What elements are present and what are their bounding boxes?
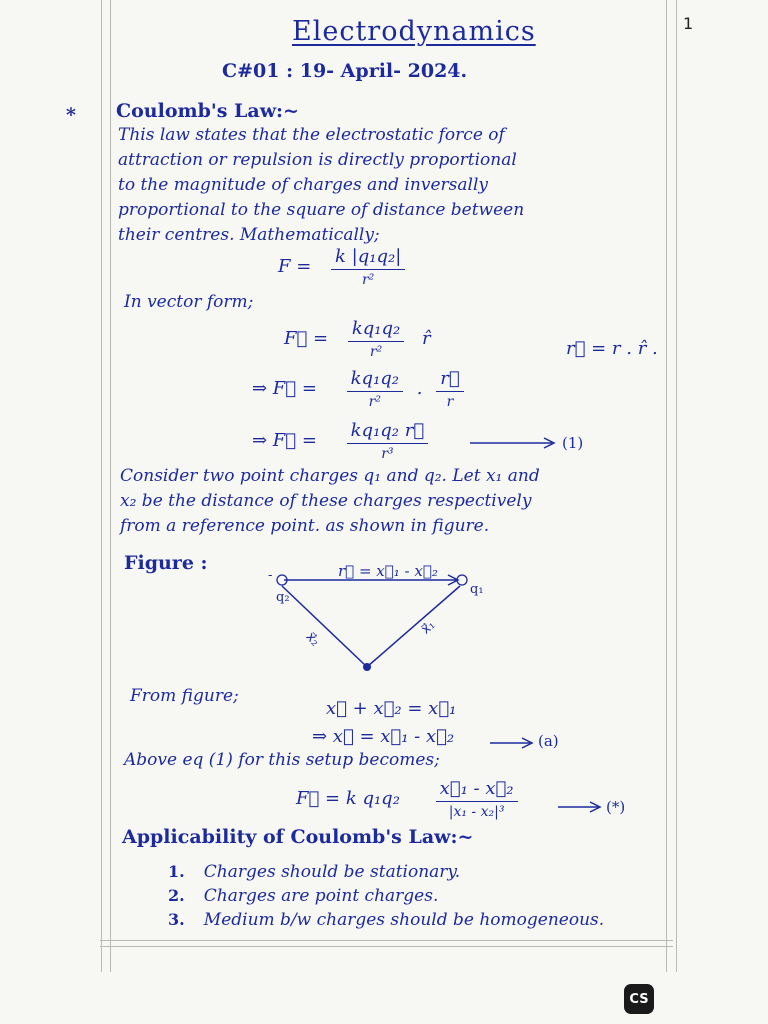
equation-fraction (347, 368, 403, 410)
two-charges-paragraph (120, 464, 540, 539)
paragraph-line: x₂ be the distance of these charges respectively (120, 491, 532, 511)
equation-lhs: F⃗ = (284, 328, 329, 349)
equation-tag-a: (a) (538, 732, 559, 750)
list-item-number: 3. (168, 910, 185, 929)
arrow-icon (556, 800, 604, 814)
figure-r-label: r⃗ = x⃗₁ - x⃗₂ (338, 562, 438, 580)
equation-lhs: ⇒ F⃗ = (252, 430, 317, 451)
margin-line-right (666, 0, 667, 972)
fraction-denominator: r² (361, 272, 375, 288)
equation-fraction (348, 318, 404, 360)
arrow-icon (488, 736, 536, 750)
bottom-rule (100, 940, 673, 941)
applicability-list (168, 860, 604, 932)
paragraph-line: to the magnitude of charges and inversally (118, 175, 488, 195)
margin-line-right-inner (676, 0, 677, 972)
figure-x2-label: x⃗₂ (302, 629, 323, 650)
fraction-numerator: kq₁q₂ r⃗ (347, 420, 429, 444)
section-heading-applicability: Applicability of Coulomb's Law:~ (122, 826, 474, 848)
paragraph-line: This law states that the electrostatic force of (118, 125, 505, 145)
equation-tag-star: (*) (606, 798, 626, 816)
reference-point-icon (363, 663, 371, 671)
fraction-numerator: kq₁q₂ (348, 318, 404, 342)
fraction-numerator: x⃗₁ - x⃗₂ (436, 778, 518, 802)
list-item-text: Medium b/w charges should be homogeneous. (203, 910, 605, 930)
equation-vector-3 (252, 420, 428, 462)
vector-form-label: In vector form; (124, 292, 254, 312)
coulombs-law-paragraph (118, 123, 524, 248)
equation-lhs: F⃗ = k q₁q₂ (296, 788, 400, 809)
figure-x1-label: x⃗₁ (418, 617, 439, 638)
figure-q1-label: q₁ (470, 582, 484, 597)
margin-line-left-inner (110, 0, 111, 972)
x2-vector-line (282, 586, 366, 666)
fraction-denominator: r (446, 394, 454, 410)
equation-figure-2: ⇒ x⃗ = x⃗₁ - x⃗₂ (312, 726, 455, 747)
camscanner-logo: CS (624, 984, 654, 1014)
above-equation-text: Above eq (1) for this setup becomes; (124, 750, 440, 770)
fraction-denominator: |x₁ - x₂|³ (448, 804, 505, 820)
side-note-r-vector: r⃗ = r . r̂ . (566, 338, 658, 359)
page-number: 1 (683, 14, 694, 33)
fraction-numerator: k |q₁q₂| (331, 246, 405, 270)
list-item-number: 1. (168, 862, 185, 881)
fraction-numerator: r⃗ (436, 368, 463, 392)
equation-scalar (278, 246, 405, 288)
paragraph-line: Consider two point charges q₁ and q₂. Let x₁ and (120, 466, 540, 486)
paragraph-line: attraction or repulsion is directly proportional (118, 150, 517, 170)
fraction-denominator: r² (368, 394, 381, 410)
equation-fraction (436, 778, 518, 820)
paragraph-line: proportional to the square of distance between (118, 200, 525, 220)
section-heading-coulombs-law: Coulomb's Law:~ (116, 100, 299, 122)
equation-fraction (347, 420, 429, 462)
list-item (168, 908, 604, 932)
list-item-number: 2. (168, 886, 185, 905)
fraction-denominator: r³ (381, 446, 394, 462)
bottom-rule-inner (100, 946, 673, 947)
equation-vector-2 (252, 368, 464, 410)
figure-q2-label: q₂ (276, 590, 290, 605)
unit-vector-r-hat: r̂ (421, 328, 431, 349)
list-item-text: Charges should be stationary. (203, 862, 461, 882)
list-item-text: Charges are point charges. (203, 886, 439, 906)
bullet-star: * (66, 104, 76, 126)
equation-lhs: ⇒ F⃗ = (252, 378, 317, 399)
equation-figure-1: x⃗ + x⃗₂ = x⃗₁ (326, 698, 457, 719)
figure-heading: Figure : (124, 552, 208, 574)
equation-vector-1 (284, 318, 431, 360)
from-figure-label: From figure; (130, 686, 239, 706)
fraction-numerator: kq₁q₂ (347, 368, 403, 392)
equation-fraction (331, 246, 405, 288)
equation-fraction-2 (436, 368, 463, 410)
equation-lhs: F = (278, 256, 312, 277)
fraction-denominator: r² (369, 344, 383, 360)
page-title: Electrodynamics (292, 16, 536, 47)
list-item (168, 884, 604, 908)
x1-vector-line (368, 586, 460, 666)
lecture-date: C#01 : 19- April- 2024. (222, 60, 468, 82)
dot-operator: . (416, 378, 423, 399)
arrow-icon (468, 436, 558, 450)
paragraph-line: from a reference point. as shown in figure. (120, 516, 490, 536)
equation-final (296, 778, 518, 820)
figure-minus-sign: - (268, 568, 273, 583)
paragraph-line: their centres. Mathematically; (118, 225, 380, 245)
equation-tag-1: (1) (562, 434, 584, 452)
margin-line-left (101, 0, 102, 972)
list-item (168, 860, 604, 884)
